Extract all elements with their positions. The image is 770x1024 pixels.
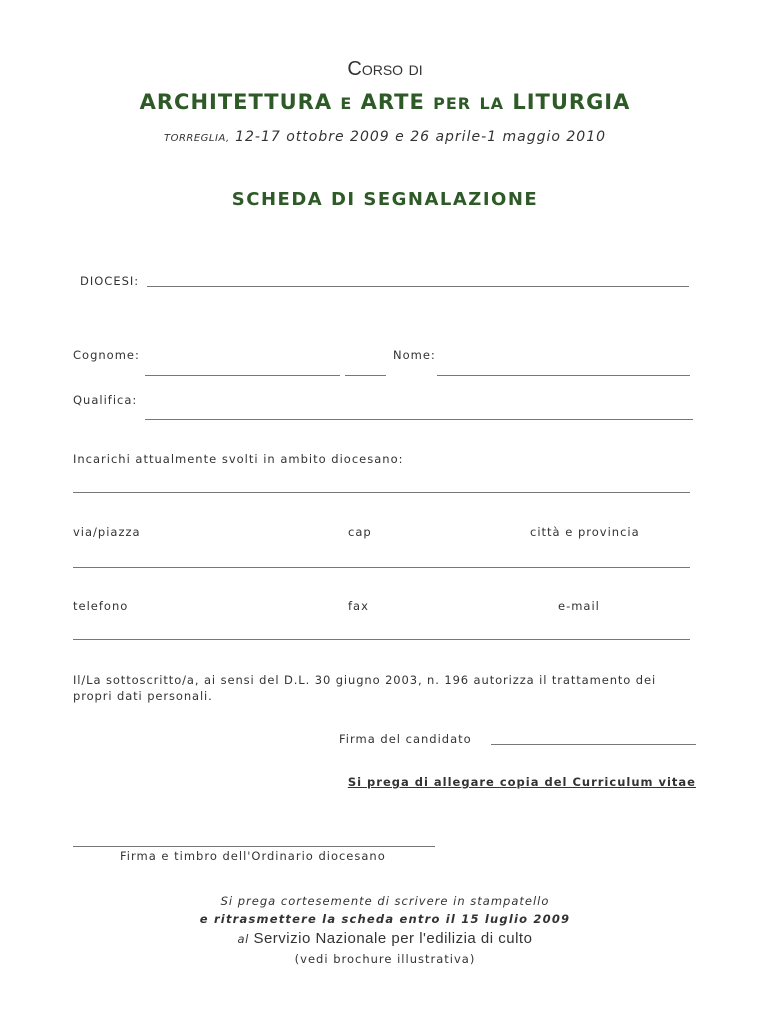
diocesi-field[interactable] [147, 286, 689, 287]
email-label: e-mail [558, 599, 600, 613]
via-label: via/piazza [73, 525, 141, 539]
fax-label: fax [348, 599, 369, 613]
footer-recipient-name: Servizio Nazionale per l'edilizia di culto [253, 930, 533, 947]
footer-deadline: e ritrasmettere la scheda entro il 15 luglio 2009 [199, 912, 571, 926]
citta-label: città e provincia [530, 525, 640, 539]
diocesi-label: DIOCESI: [80, 274, 140, 288]
title-word-e: E [340, 94, 353, 113]
title-word-liturgia: LITURGIA [512, 90, 631, 114]
incarichi-label: Incarichi attualmente svolti in ambito diocesano: [73, 452, 404, 466]
firma-candidato-label: Firma del candidato [339, 732, 472, 746]
nome-label: Nome: [393, 348, 436, 362]
privacy-consent-text: Il/La sottoscritto/a, ai sensi del D.L. 30 giugno 2003, n. 196 autorizza il trattamento dei propri dati personali. [73, 673, 657, 703]
course-title [0, 90, 770, 114]
firma-ordinario-label: Firma e timbro dell'Ordinario diocesano [120, 849, 386, 863]
telefono-label: telefono [73, 599, 129, 613]
footer-recipient [0, 930, 770, 947]
firma-ordinario-field[interactable] [73, 846, 435, 847]
cognome-field-extension[interactable] [345, 375, 386, 376]
curriculum-note: Si prega di allegare copia del Curriculum vitae [347, 775, 696, 789]
address-field[interactable] [73, 567, 690, 568]
footer-recipient-prefix: al [237, 932, 249, 946]
form-heading: SCHEDA DI SEGNALAZIONE [231, 189, 539, 210]
footer-brochure-note: (vedi brochure illustrativa) [294, 952, 476, 966]
contacts-field[interactable] [73, 639, 690, 640]
course-place: TORREGLIA, [163, 133, 230, 144]
course-dates [0, 129, 770, 145]
nome-field[interactable] [437, 375, 690, 376]
course-label [0, 58, 770, 81]
title-word-per: PER [433, 94, 472, 113]
cognome-field[interactable] [145, 375, 340, 376]
title-word-la: LA [479, 94, 505, 113]
title-word-arte: ARTE [360, 90, 425, 114]
footer-instruction: Si prega cortesemente di scrivere in stampatello [220, 894, 550, 908]
incarichi-field[interactable] [73, 492, 690, 493]
qualifica-field[interactable] [145, 419, 693, 420]
cap-label: cap [348, 525, 372, 539]
title-word-architettura: ARCHITETTURA [139, 90, 333, 114]
qualifica-label: Qualifica: [73, 393, 138, 407]
course-date-range: 12-17 ottobre 2009 e 26 aprile-1 maggio 2010 [235, 129, 607, 145]
firma-candidato-field[interactable] [491, 744, 696, 745]
course-text: Corso di [347, 58, 423, 80]
cognome-label: Cognome: [73, 348, 140, 362]
